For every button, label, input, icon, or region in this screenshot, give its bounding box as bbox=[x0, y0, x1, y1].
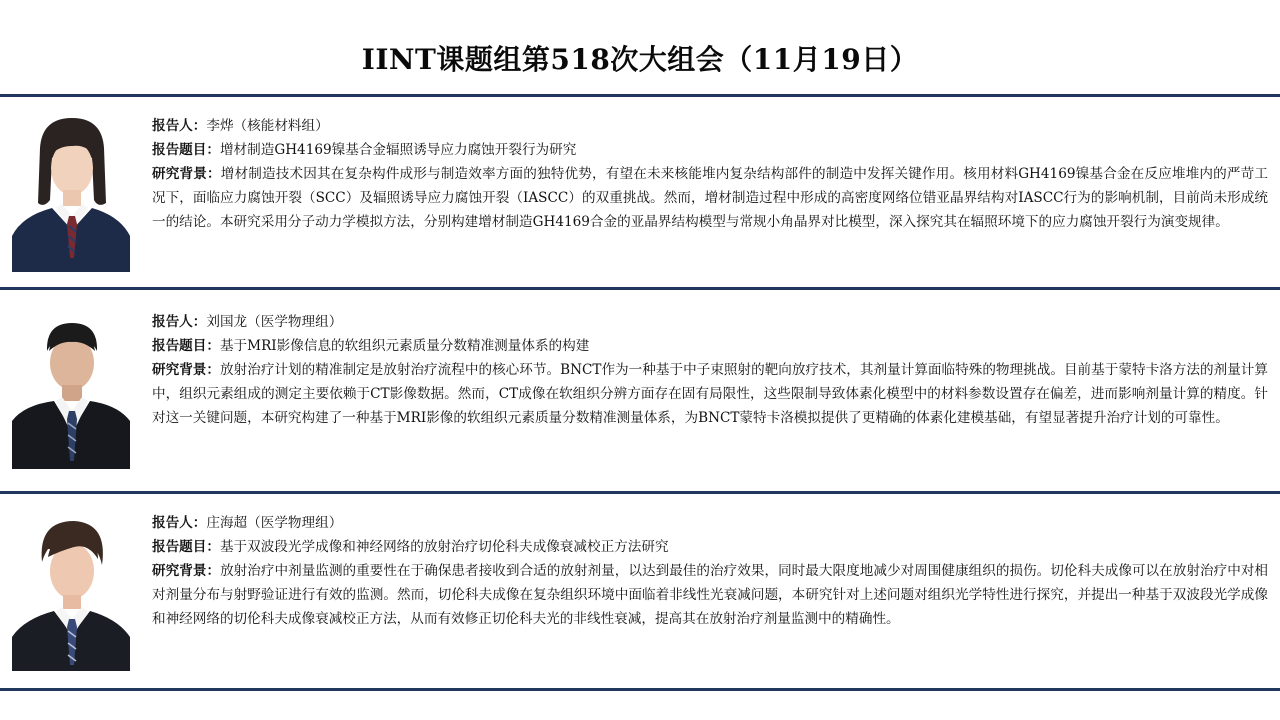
reporter-row bbox=[152, 511, 1268, 535]
report-section-1 bbox=[0, 100, 1280, 286]
topic-label: 报告题目： bbox=[152, 142, 220, 158]
background-label: 研究背景： bbox=[152, 362, 221, 378]
reporter-label: 报告人： bbox=[152, 515, 207, 531]
male-portrait-2-icon bbox=[12, 507, 130, 671]
topic-row bbox=[152, 334, 1268, 358]
topic-row bbox=[152, 138, 1268, 162]
report-text-2 bbox=[152, 310, 1268, 430]
female-portrait-icon bbox=[12, 108, 130, 272]
reporter-name: 庄海超（医学物理组） bbox=[206, 515, 343, 531]
reporter-photo-1 bbox=[12, 108, 130, 272]
reporter-photo-2 bbox=[12, 301, 130, 469]
reporter-name: 刘国龙（医学物理组） bbox=[206, 314, 343, 330]
reporter-row bbox=[152, 310, 1268, 334]
report-section-3 bbox=[0, 497, 1280, 685]
background-label: 研究背景： bbox=[152, 563, 221, 579]
reporter-photo-3 bbox=[12, 507, 130, 671]
background-paragraph bbox=[152, 559, 1268, 631]
report-text-3 bbox=[152, 511, 1268, 631]
divider-2 bbox=[0, 491, 1280, 494]
page-title: IINT课题组第518次大组会（11月19日） bbox=[361, 43, 919, 76]
topic-label: 报告题目： bbox=[152, 539, 220, 555]
divider-bottom bbox=[0, 688, 1280, 691]
background-text: 放射治疗计划的精准制定是放射治疗流程中的核心环节。BNCT作为一种基于中子束照射的靶向放疗技术，其剂量计算面临特殊的物理挑战。目前基于蒙特卡洛方法的剂量计算中，组织元素组成的测定主要依赖于CT影像数据。然而，CT成像在软组织分辨方面存在固有局限性，这些限制导致体素化模型中的材料参数设置存在偏差，进而影响剂量计算的精度。针对这一关键问题，本研究构建了一种基于MRI影像的软组织元素质量分数精准测量体系，为BNCT蒙特卡洛模拟提供了更精确的体素化建模基础，有望显著提升治疗计划的可靠性。 bbox=[152, 362, 1268, 426]
topic-text: 增材制造GH4169镍基合金辐照诱导应力腐蚀开裂行为研究 bbox=[219, 142, 577, 158]
reporter-name: 李烨（核能材料组） bbox=[206, 118, 329, 134]
topic-text: 基于双波段光学成像和神经网络的放射治疗切伦科夫成像衰减校正方法研究 bbox=[219, 539, 669, 555]
background-text: 增材制造技术因其在复杂构件成形与制造效率方面的独特优势，有望在未来核能堆内复杂结构部件的制造中发挥关键作用。核用材料GH4169镍基合金在反应堆堆内的严苛工况下，面临应力腐蚀开裂（SCC）及辐照诱导应力腐蚀开裂（IASCC）的双重挑战。然而，增材制造过程中形成的高密度网络位错亚晶界结构对IASCC行为的影响机制，目前尚未形成统一的结论。本研究采用分子动力学模拟方法，分别构建增材制造GH4169合金的亚晶界结构模型与常规小角晶界对比模型，深入探究其在辐照环境下的应力腐蚀开裂行为演变规律。 bbox=[152, 166, 1268, 230]
topic-label: 报告题目： bbox=[152, 338, 220, 354]
divider-1 bbox=[0, 287, 1280, 290]
male-portrait-icon bbox=[12, 301, 130, 469]
report-text-1 bbox=[152, 114, 1268, 234]
report-section-2 bbox=[0, 293, 1280, 489]
background-text: 放射治疗中剂量监测的重要性在于确保患者接收到合适的放射剂量，以达到最佳的治疗效果，同时最大限度地减少对周围健康组织的损伤。切伦科夫成像可以在放射治疗中对相对剂量分布与射野验证进行有效的监测。然而，切伦科夫成像在复杂组织环境中面临着非线性光衰减问题，本研究针对上述问题对组织光学特性进行探究，并提出一种基于双波段光学成像和神经网络的切伦科夫成像衰减校正方法，从而有效修正切伦科夫光的非线性衰减，提高其在放射治疗剂量监测中的精确性。 bbox=[152, 563, 1269, 627]
divider-top bbox=[0, 94, 1280, 97]
topic-row bbox=[152, 535, 1268, 559]
background-paragraph bbox=[152, 358, 1268, 430]
reporter-label: 报告人： bbox=[152, 118, 207, 134]
reporter-label: 报告人： bbox=[152, 314, 207, 330]
background-paragraph bbox=[152, 162, 1268, 234]
reporter-row bbox=[152, 114, 1268, 138]
topic-text: 基于MRI影像信息的软组织元素质量分数精准测量体系的构建 bbox=[219, 338, 590, 354]
background-label: 研究背景： bbox=[152, 166, 221, 182]
